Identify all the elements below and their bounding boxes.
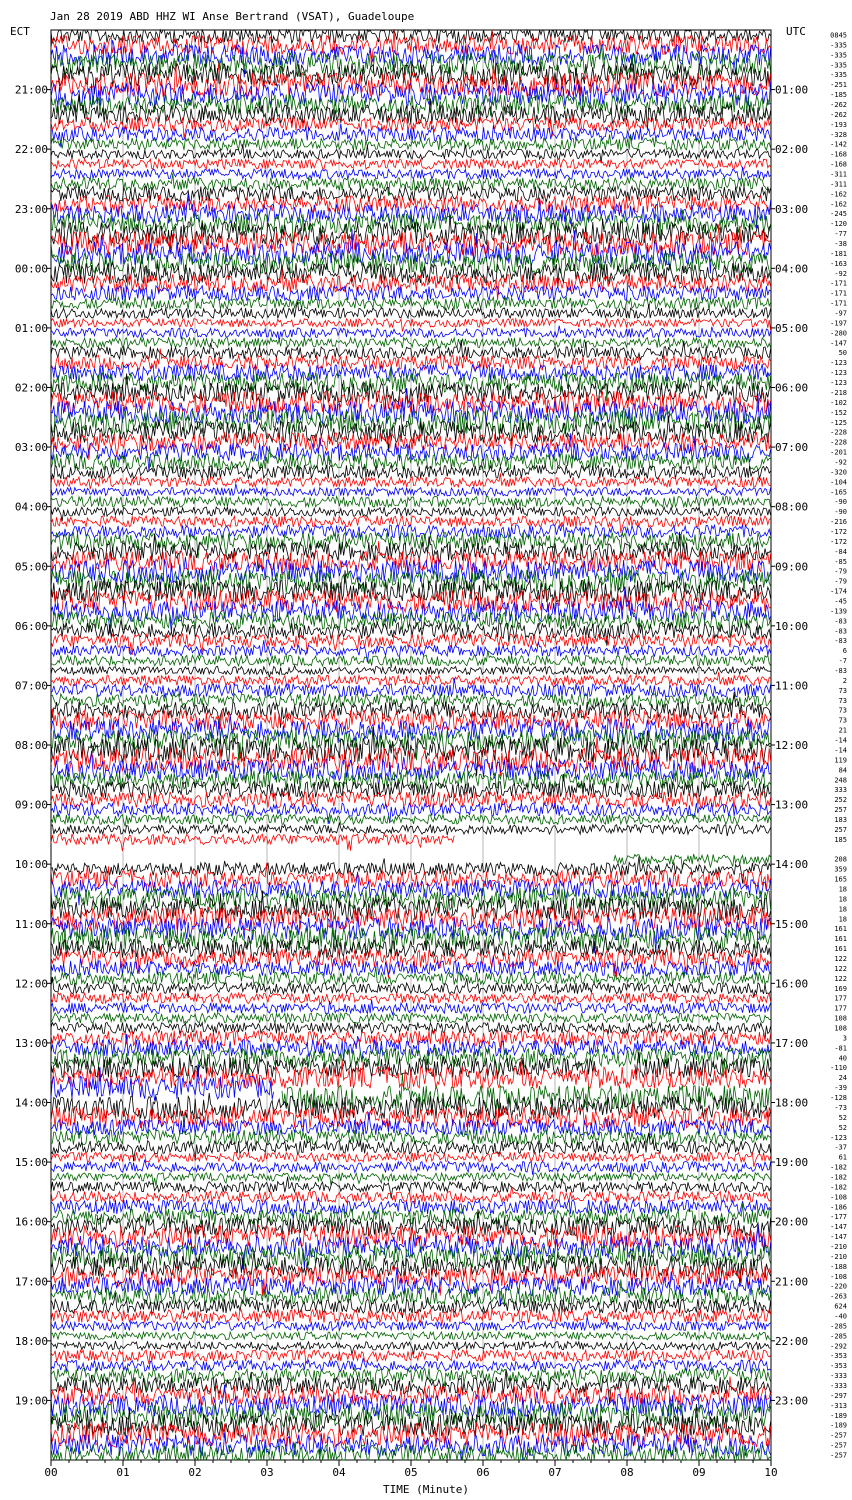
trace-offset-label: -163 <box>830 259 847 268</box>
trace-offset-label: -228 <box>830 428 847 437</box>
right-hour-label: 15:00 <box>775 917 809 931</box>
x-tick-label: 09 <box>692 1466 706 1479</box>
trace-offset-label: -110 <box>830 1064 847 1073</box>
trace-offset-label: -263 <box>830 1292 847 1301</box>
trace-offset-label: -335 <box>830 41 847 50</box>
trace-offset-label: 73 <box>838 716 847 725</box>
right-hour-label: 21:00 <box>775 1275 809 1289</box>
right-hour-label: 19:00 <box>775 1156 809 1170</box>
trace-offset-label: -79 <box>834 577 847 586</box>
trace-offset-label: -14 <box>834 746 847 755</box>
right-hour-label: 01:00 <box>775 83 809 97</box>
trace-offset-label: 73 <box>838 696 847 705</box>
trace-offset-label: 161 <box>834 925 847 934</box>
trace-offset-label: -123 <box>830 369 847 378</box>
trace-offset-label: -171 <box>830 299 847 308</box>
left-hour-label: 16:00 <box>14 1215 48 1229</box>
trace-offset-label: 24 <box>838 1074 847 1083</box>
trace-offset-label: -123 <box>830 1133 847 1142</box>
left-hour-label: 05:00 <box>14 560 48 574</box>
left-hour-label: 22:00 <box>14 143 48 157</box>
left-hour-label: 08:00 <box>14 739 48 752</box>
trace-offset-label: -172 <box>830 537 847 546</box>
trace-offset-label: 108 <box>834 1014 847 1023</box>
right-timezone-label: UTC <box>786 25 806 38</box>
left-hour-label: 23:00 <box>14 202 48 216</box>
trace-offset-label: 73 <box>838 686 847 695</box>
trace-offset-label: -40 <box>834 1312 847 1321</box>
left-hour-label: 14:00 <box>14 1096 48 1110</box>
trace-offset-label: -292 <box>830 1342 847 1351</box>
trace-offset-label: 122 <box>834 964 847 973</box>
trace-offset-label: -120 <box>830 220 847 229</box>
seismic-trace <box>51 834 454 851</box>
trace-offset-label: 3 <box>842 1034 847 1043</box>
right-hour-label: 23:00 <box>775 1394 809 1408</box>
trace-offset-label: -79 <box>834 567 847 576</box>
trace-offset-label: -280 <box>830 329 847 338</box>
trace-offset-label: -251 <box>830 81 847 90</box>
left-hour-label: 19:00 <box>14 1394 48 1408</box>
right-hour-label: 08:00 <box>775 500 809 514</box>
trace-offset-label: -168 <box>830 150 847 159</box>
trace-offset-label: -262 <box>830 100 847 109</box>
trace-offset-label: -38 <box>834 240 847 249</box>
x-tick-label: 03 <box>260 1466 274 1479</box>
trace-offset-label: -285 <box>830 1332 847 1341</box>
trace-offset-label: -85 <box>834 557 847 566</box>
trace-offset-label: -147 <box>830 1223 847 1232</box>
trace-offset-label: 61 <box>838 1153 847 1162</box>
trace-offset-label: 257 <box>834 806 847 815</box>
trace-offset-label: -333 <box>830 1382 847 1391</box>
right-hour-label: 10:00 <box>775 619 809 633</box>
trace-offset-label: -97 <box>834 309 847 318</box>
trace-offset-label: -257 <box>830 1431 847 1440</box>
right-hour-label: 20:00 <box>775 1215 809 1229</box>
left-hour-label: 12:00 <box>14 977 48 991</box>
right-hour-label: 13:00 <box>775 798 809 812</box>
trace-offset-label: -162 <box>830 200 847 209</box>
trace-offset-label: -182 <box>830 1173 847 1182</box>
trace-offset-label: -152 <box>830 408 847 417</box>
right-hour-label: 02:00 <box>775 143 809 157</box>
trace-offset-label: -128 <box>830 1094 847 1103</box>
trace-offset-label: -84 <box>834 547 847 556</box>
trace-offset-label: 18 <box>838 905 847 914</box>
trace-offset-label: -353 <box>830 1362 847 1371</box>
trace-offset-label: -83 <box>834 617 847 626</box>
trace-offset-label: -313 <box>830 1401 847 1410</box>
left-hour-label: 02:00 <box>14 381 48 395</box>
trace-offset-label: -147 <box>830 1233 847 1242</box>
trace-offset-label: -73 <box>834 1103 847 1112</box>
trace-offset-label: -171 <box>830 279 847 288</box>
trace-offset-label: -83 <box>834 667 847 676</box>
trace-offset-label: 108 <box>834 1024 847 1033</box>
trace-offset-label: -142 <box>830 140 847 149</box>
trace-offset-label: -285 <box>830 1322 847 1331</box>
trace-offset-label: -335 <box>830 51 847 60</box>
trace-offset-label: 169 <box>834 984 847 993</box>
trace-offset-label: -335 <box>830 61 847 70</box>
left-hour-label: 06:00 <box>14 619 48 633</box>
left-timezone-label: ECT <box>10 25 30 38</box>
trace-offset-label: 40 <box>838 1054 847 1063</box>
trace-offset-label: -104 <box>830 478 847 487</box>
left-hour-label: 10:00 <box>14 858 48 872</box>
left-hour-label: 09:00 <box>14 798 48 812</box>
left-hour-label: 21:00 <box>14 83 48 97</box>
trace-offset-label: -335 <box>830 71 847 80</box>
trace-offset-label: -125 <box>830 418 847 427</box>
trace-offset-label: 50 <box>838 349 847 358</box>
trace-offset-label: -186 <box>830 1203 847 1212</box>
trace-offset-label: 248 <box>834 776 847 785</box>
trace-offset-label: -257 <box>830 1441 847 1450</box>
trace-offset-label: -188 <box>830 1262 847 1271</box>
trace-offset-label: -297 <box>830 1391 847 1400</box>
x-tick-label: 05 <box>404 1466 418 1479</box>
trace-offset-label: -92 <box>834 269 847 278</box>
right-hour-label: 17:00 <box>775 1036 809 1050</box>
x-tick-label: 10 <box>764 1466 778 1479</box>
right-hour-label: 04:00 <box>775 262 809 276</box>
trace-offset-label: -193 <box>830 120 847 129</box>
trace-offset-label: -245 <box>830 210 847 219</box>
x-tick-label: 01 <box>116 1466 130 1479</box>
trace-offset-label: -189 <box>830 1421 847 1430</box>
trace-offset-label: 6 <box>842 647 847 656</box>
x-tick-label: 08 <box>620 1466 634 1479</box>
trace-offset-label: -90 <box>834 498 847 507</box>
trace-offset-label: 161 <box>834 945 847 954</box>
trace-offset-label: 161 <box>834 935 847 944</box>
trace-offset-label: -353 <box>830 1352 847 1361</box>
trace-offset-label: 624 <box>834 1302 847 1311</box>
trace-offset-label: 21 <box>838 726 847 735</box>
trace-offset-label: 84 <box>838 766 847 775</box>
trace-offset-label: -102 <box>830 398 847 407</box>
trace-offset-label: -328 <box>830 130 847 139</box>
trace-offset-label: -172 <box>830 527 847 536</box>
right-hour-label: 09:00 <box>775 560 809 574</box>
left-hour-label: 00:00 <box>14 262 48 276</box>
x-tick-label: 07 <box>548 1466 562 1479</box>
trace-offset-label: 257 <box>834 825 847 834</box>
trace-offset-label: 18 <box>838 915 847 924</box>
right-hour-label: 22:00 <box>775 1334 809 1348</box>
x-tick-label: 06 <box>476 1466 490 1479</box>
trace-offset-label: -216 <box>830 518 847 527</box>
trace-offset-label: -311 <box>830 180 847 189</box>
trace-offset-label: -37 <box>834 1143 847 1152</box>
left-hour-label: 15:00 <box>14 1156 48 1170</box>
trace-offset-label: 185 <box>834 835 847 844</box>
trace-offset-label: -165 <box>830 488 847 497</box>
right-hour-label: 07:00 <box>775 441 809 455</box>
x-tick-label: 04 <box>332 1466 346 1479</box>
x-axis-label: TIME (Minute) <box>382 1483 470 1496</box>
trace-offset-label: -77 <box>834 230 847 239</box>
trace-offset-label: 165 <box>834 875 847 884</box>
right-hour-label: 05:00 <box>775 321 809 335</box>
trace-offset-label: 18 <box>838 895 847 904</box>
trace-offset-label: -218 <box>830 388 847 397</box>
trace-offset-label: -262 <box>830 110 847 119</box>
trace-offset-label: -182 <box>830 1183 847 1192</box>
trace-offset-label: 0845 <box>830 31 847 40</box>
trace-offset-label: 73 <box>838 706 847 715</box>
trace-offset-label: -210 <box>830 1252 847 1261</box>
trace-offset-label: -168 <box>830 160 847 169</box>
trace-offset-label: -181 <box>830 249 847 258</box>
trace-offset-label: -162 <box>830 190 847 199</box>
left-hour-label: 04:00 <box>14 500 48 514</box>
trace-offset-label: 52 <box>838 1113 847 1122</box>
trace-offset-label: -92 <box>834 458 847 467</box>
trace-offset-label: -182 <box>830 1163 847 1172</box>
right-hour-label: 11:00 <box>775 679 809 693</box>
trace-offset-label: 252 <box>834 796 847 805</box>
right-hour-label: 18:00 <box>775 1096 809 1110</box>
x-tick-label: 02 <box>188 1466 202 1479</box>
trace-offset-label: 2 <box>842 676 847 685</box>
trace-offset-label: -147 <box>830 339 847 348</box>
trace-offset-label: -108 <box>830 1272 847 1281</box>
trace-offset-label: -83 <box>834 637 847 646</box>
right-hour-label: 12:00 <box>775 739 809 752</box>
trace-offset-label: -185 <box>830 91 847 100</box>
trace-offset-label: 177 <box>834 994 847 1003</box>
trace-offset-label: -177 <box>830 1213 847 1222</box>
trace-offset-label: -83 <box>834 627 847 636</box>
trace-offset-label: 208 <box>834 855 847 864</box>
left-hour-label: 17:00 <box>14 1275 48 1289</box>
trace-offset-label: -320 <box>830 468 847 477</box>
trace-offset-label: -90 <box>834 508 847 517</box>
trace-offset-label: -108 <box>830 1193 847 1202</box>
trace-offset-label: 52 <box>838 1123 847 1132</box>
trace-offset-label: -39 <box>834 1084 847 1093</box>
left-hour-label: 07:00 <box>14 679 48 693</box>
chart-title: Jan 28 2019 ABD HHZ WI Anse Bertrand (VSAT), Guadeloupe <box>50 10 415 23</box>
x-tick-label: 00 <box>44 1466 58 1479</box>
trace-offset-label: -7 <box>838 657 847 666</box>
trace-offset-label: 119 <box>834 756 847 765</box>
trace-offset-label: 177 <box>834 1004 847 1013</box>
trace-offset-label: 122 <box>834 974 847 983</box>
trace-offset-label: -171 <box>830 289 847 298</box>
right-hour-label: 06:00 <box>775 381 809 395</box>
trace-offset-label: -311 <box>830 170 847 179</box>
left-hour-label: 01:00 <box>14 321 48 335</box>
right-hour-label: 14:00 <box>775 858 809 872</box>
left-hour-label: 13:00 <box>14 1036 48 1050</box>
trace-offset-label: -14 <box>834 736 847 745</box>
right-hour-label: 03:00 <box>775 202 809 216</box>
trace-offset-label: 122 <box>834 955 847 964</box>
trace-offset-label: -81 <box>834 1044 847 1053</box>
right-hour-label: 16:00 <box>775 977 809 991</box>
trace-offset-label: -123 <box>830 379 847 388</box>
left-hour-label: 03:00 <box>14 441 48 455</box>
trace-offset-label: -220 <box>830 1282 847 1291</box>
trace-offset-label: -228 <box>830 438 847 447</box>
trace-offset-label: 359 <box>834 865 847 874</box>
left-hour-label: 11:00 <box>14 917 48 931</box>
trace-offset-label: 333 <box>834 786 847 795</box>
trace-offset-label: -333 <box>830 1372 847 1381</box>
trace-offset-label: 183 <box>834 815 847 824</box>
trace-offset-label: -174 <box>830 587 847 596</box>
trace-offset-label: 18 <box>838 885 847 894</box>
left-hour-label: 18:00 <box>14 1334 48 1348</box>
trace-offset-label: -201 <box>830 448 847 457</box>
trace-offset-label: -257 <box>830 1451 847 1460</box>
trace-offset-label: -210 <box>830 1242 847 1251</box>
trace-offset-label: -189 <box>830 1411 847 1420</box>
trace-offset-label: -139 <box>830 607 847 616</box>
trace-offset-label: -197 <box>830 319 847 328</box>
trace-offset-label: -45 <box>834 597 847 606</box>
trace-offset-label: -123 <box>830 359 847 368</box>
